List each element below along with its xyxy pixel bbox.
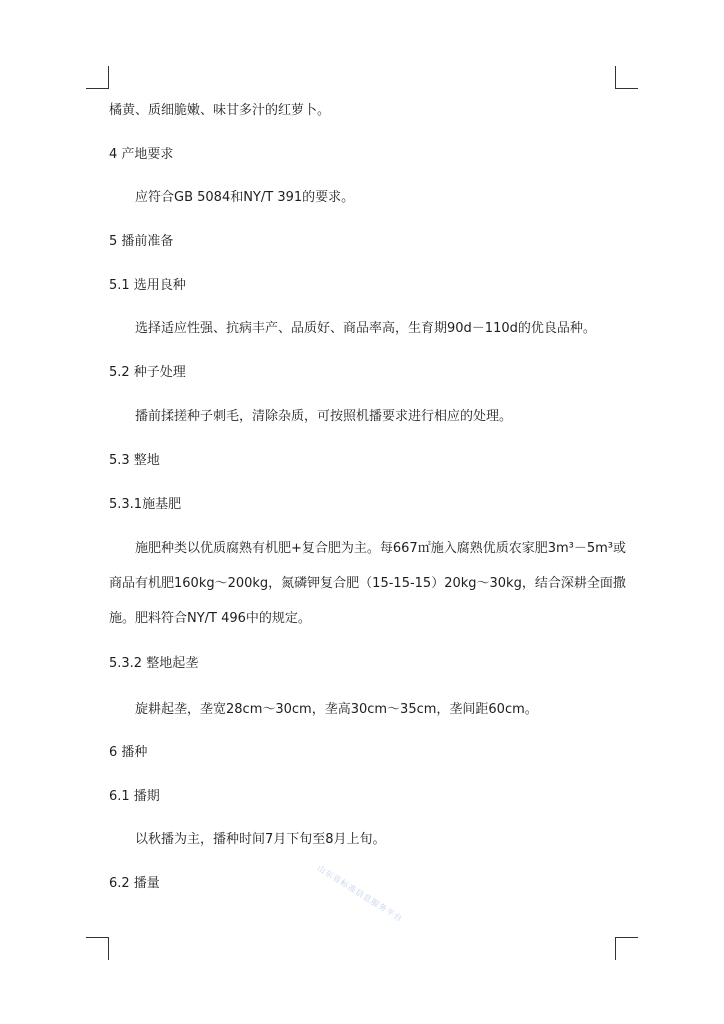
- paragraph-sowing-period: 以秋播为主，播种时间7月下旬至8月上旬。: [135, 832, 386, 847]
- heading-4-origin-requirements: 4 产地要求: [109, 147, 174, 162]
- paragraph-fertilizer-line-3: 施。肥料符合NY/T 496中的规定。: [109, 611, 311, 626]
- crop-mark-top-right: [615, 66, 638, 89]
- heading-6-sowing: 6 播种: [109, 745, 148, 760]
- paragraph-origin-standard: 应符合GB 5084和NY/T 391的要求。: [135, 190, 355, 205]
- heading-5-presowing-preparation: 5 播前准备: [109, 234, 174, 249]
- paragraph-seed-treatment: 播前揉搓种子刺毛，清除杂质，可按照机播要求进行相应的处理。: [135, 409, 513, 424]
- heading-6-1-sowing-period: 6.1 播期: [109, 789, 160, 804]
- paragraph-continuation: 橘黄、质细脆嫩、味甘多汁的红萝卜。: [109, 103, 331, 118]
- heading-5-3-2-ridging: 5.3.2 整地起垄: [109, 656, 199, 671]
- heading-5-3-1-base-fertilizer: 5.3.1施基肥: [109, 497, 182, 512]
- crop-mark-top-left: [86, 66, 109, 89]
- heading-5-3-land-preparation: 5.3 整地: [109, 453, 160, 468]
- paragraph-fertilizer-line-1: 施肥种类以优质腐熟有机肥+复合肥为主。每667㎡施入腐熟优质农家肥3m³－5m³或: [135, 541, 626, 556]
- watermark: 山东省标准信息服务平台: [315, 863, 405, 924]
- heading-5-2-seed-treatment: 5.2 种子处理: [109, 365, 186, 380]
- crop-mark-bottom-right: [615, 937, 638, 960]
- heading-6-2-sowing-rate: 6.2 播量: [109, 876, 160, 891]
- paragraph-variety-selection: 选择适应性强、抗病丰产、品质好、商品率高，生育期90d－110d的优良品种。: [135, 321, 596, 336]
- heading-5-1-variety-selection: 5.1 选用良种: [109, 278, 186, 293]
- paragraph-ridging: 旋耕起垄，垄宽28cm～30cm，垄高30cm～35cm，垄间距60cm。: [135, 702, 538, 717]
- crop-mark-bottom-left: [86, 937, 109, 960]
- paragraph-fertilizer-line-2: 商品有机肥160kg～200kg，氮磷钾复合肥（15-15-15）20kg～30kg，结合深耕全面撒: [109, 576, 626, 591]
